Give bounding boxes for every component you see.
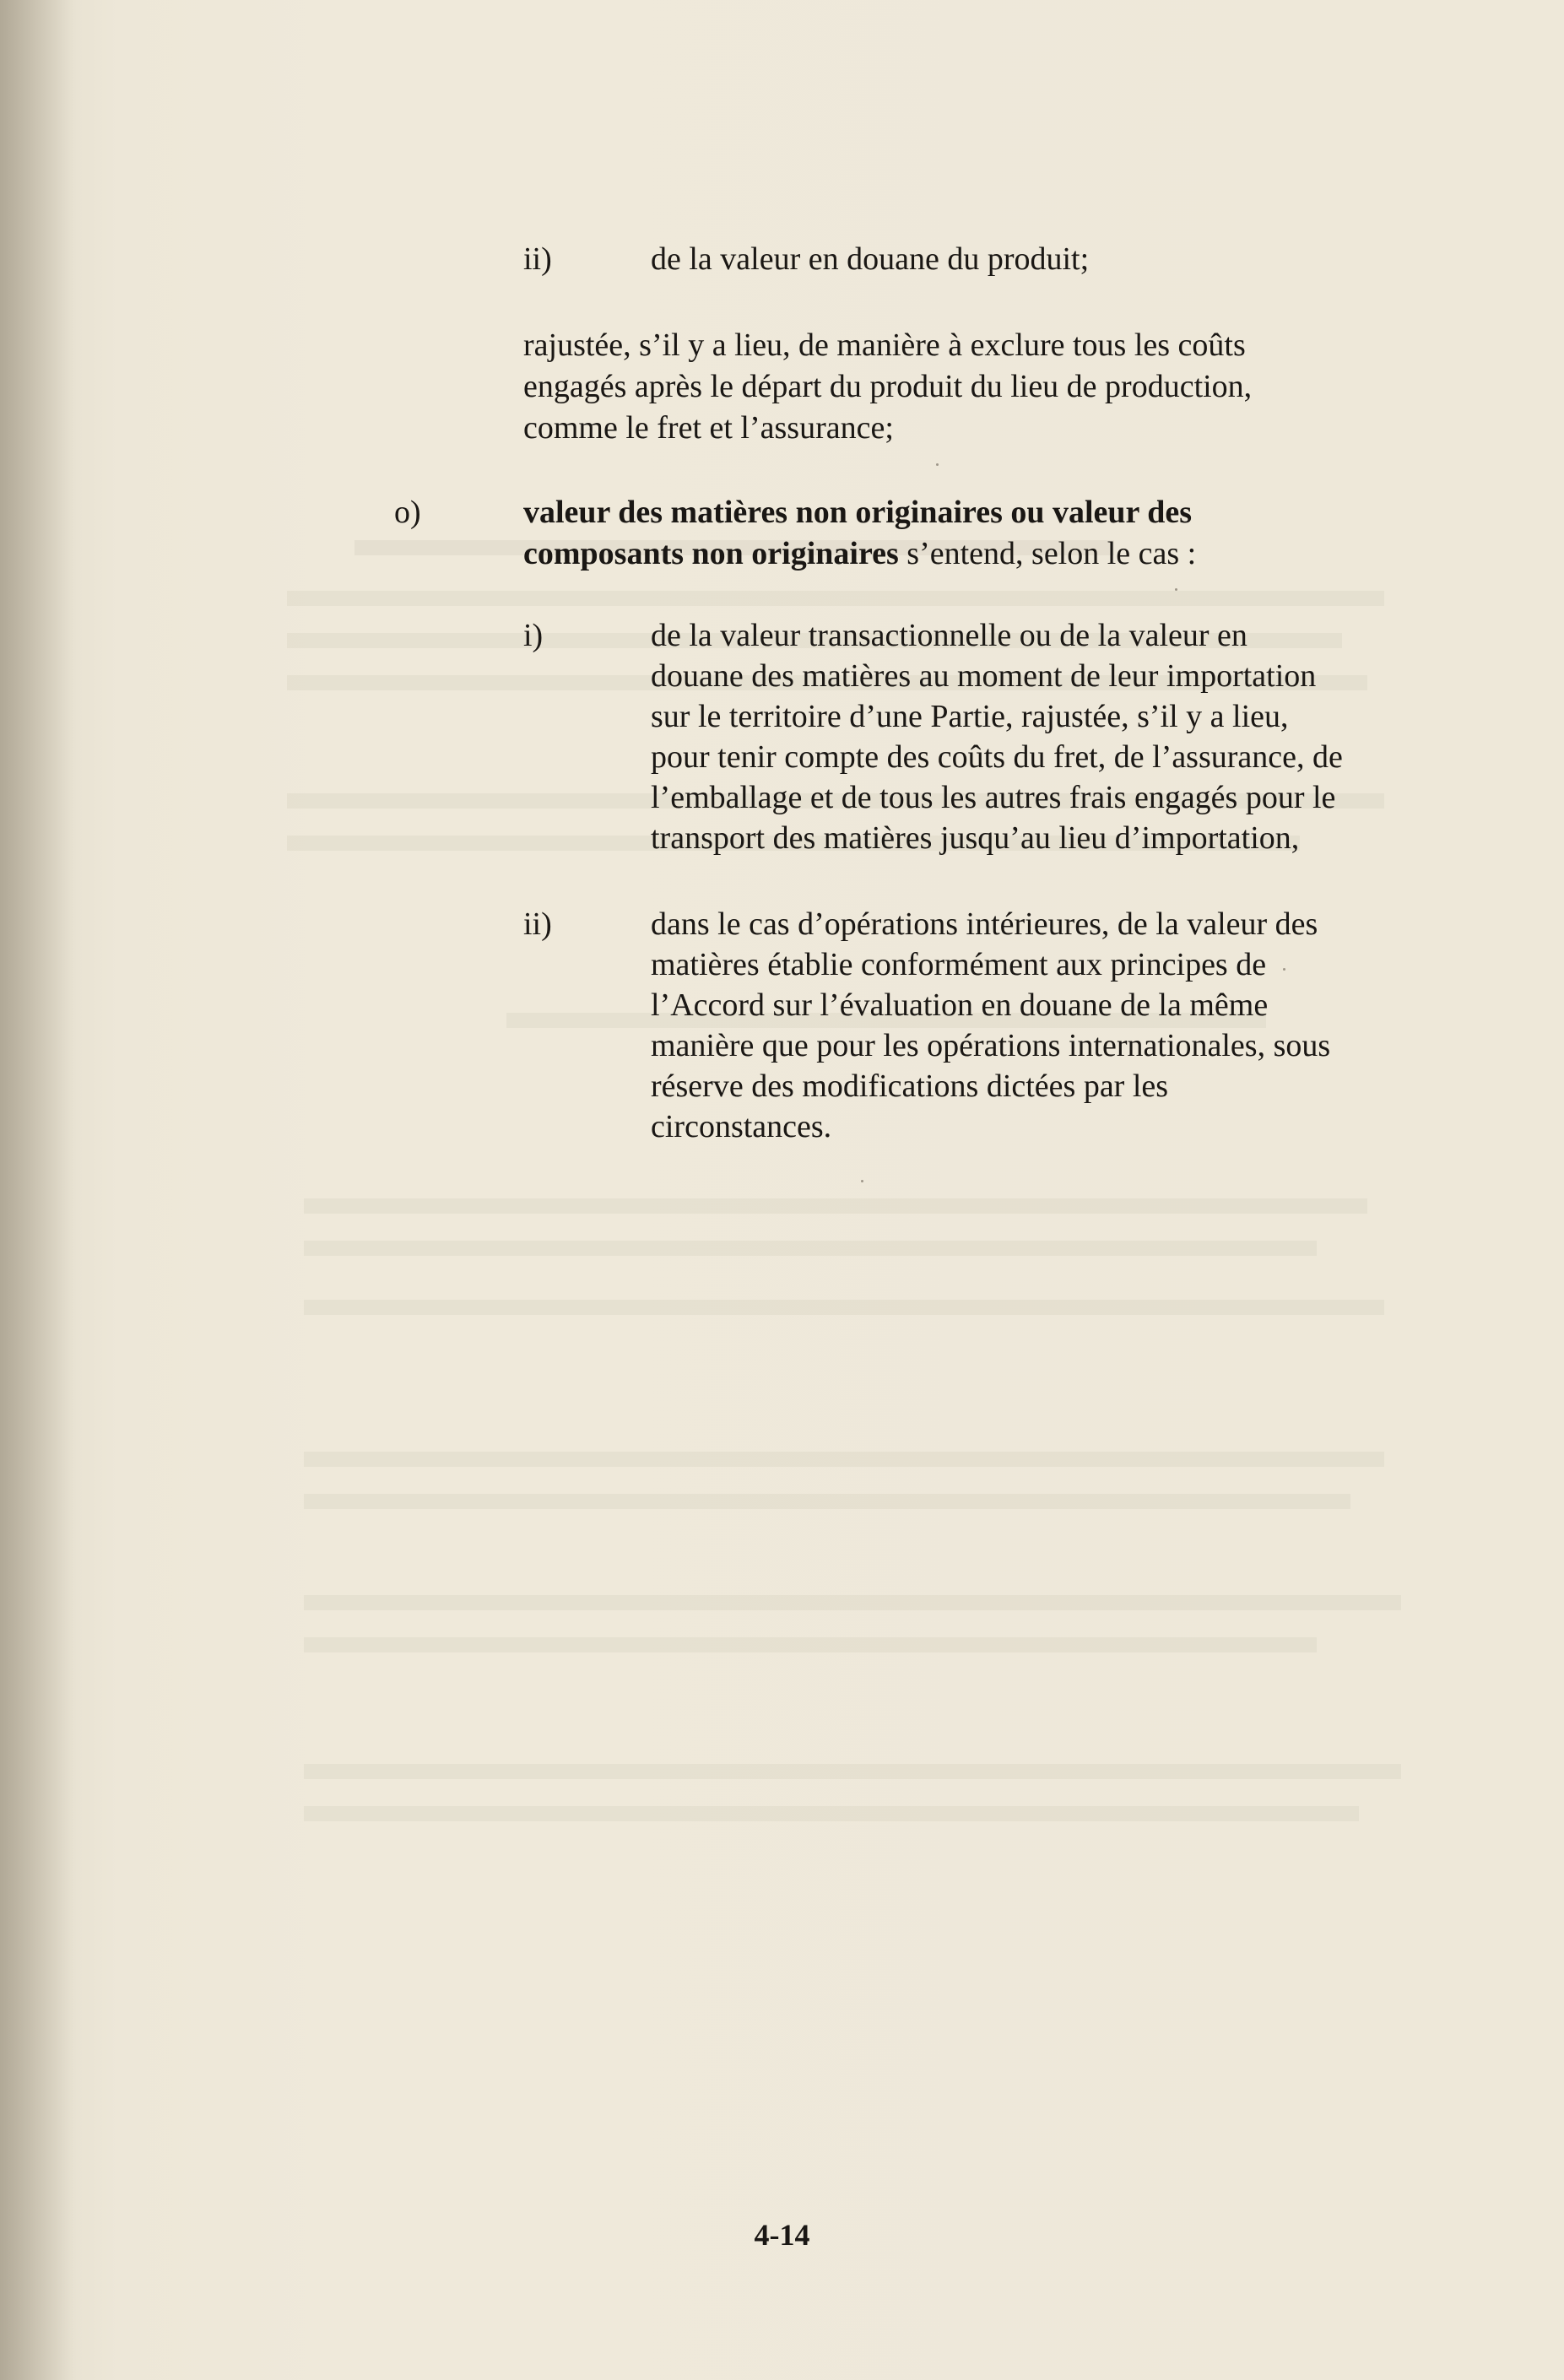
item-ii-bottom-line-6: circonstances. (651, 1109, 832, 1144)
item-marker-i: i) (523, 618, 544, 653)
scan-speck (861, 1180, 863, 1182)
item-ii-bottom-line-3: l’Accord sur l’évaluation en douane de la même (651, 987, 1269, 1023)
item-ii-top-text: de la valeur en douane du produit; (651, 241, 1090, 277)
item-ii-bottom-line-4: manière que pour les opérations internationales, sous (651, 1028, 1331, 1063)
adjusted-line-2: engagés après le départ du produit du lieu de production, (523, 369, 1253, 404)
item-o-line-2-rest: s’entend, selon le cas : (898, 536, 1197, 571)
item-ii-bottom-line-1: dans le cas d’opérations intérieures, de la valeur des (651, 906, 1318, 942)
item-ii-bottom-line-2: matières établie conformément aux principes de (651, 947, 1267, 982)
scan-speck (1283, 968, 1285, 971)
item-i-line-3: sur le territoire d’une Partie, rajustée, s’il y a lieu, (651, 699, 1289, 734)
scan-speck (1175, 588, 1177, 591)
item-i-line-6: transport des matières jusqu’au lieu d’importation, (651, 820, 1300, 856)
item-o-term: composants non originaires (523, 536, 899, 571)
adjusted-line-1: rajustée, s’il y a lieu, de manière à exclure tous les coûts (523, 327, 1246, 363)
item-o-line-2 (523, 533, 1196, 575)
item-marker-o: o) (394, 495, 421, 530)
scan-speck (936, 463, 939, 466)
item-marker-ii-top: ii) (523, 241, 552, 277)
spine-shadow (0, 0, 76, 2380)
item-i-line-1: de la valeur transactionnelle ou de la valeur en (651, 618, 1247, 653)
item-o-line-1: valeur des matières non originaires ou valeur des (523, 495, 1193, 530)
item-i-line-5: l’emballage et de tous les autres frais engagés pour le (651, 780, 1336, 815)
item-i-line-4: pour tenir compte des coûts du fret, de l’assurance, de (651, 739, 1343, 775)
page-number: 4-14 (754, 2218, 810, 2252)
item-i-line-2: douane des matières au moment de leur importation (651, 658, 1317, 694)
adjusted-line-3: comme le fret et l’assurance; (523, 410, 894, 446)
item-ii-bottom-line-5: réserve des modifications dictées par les (651, 1068, 1169, 1104)
item-marker-ii-bottom: ii) (523, 906, 552, 942)
